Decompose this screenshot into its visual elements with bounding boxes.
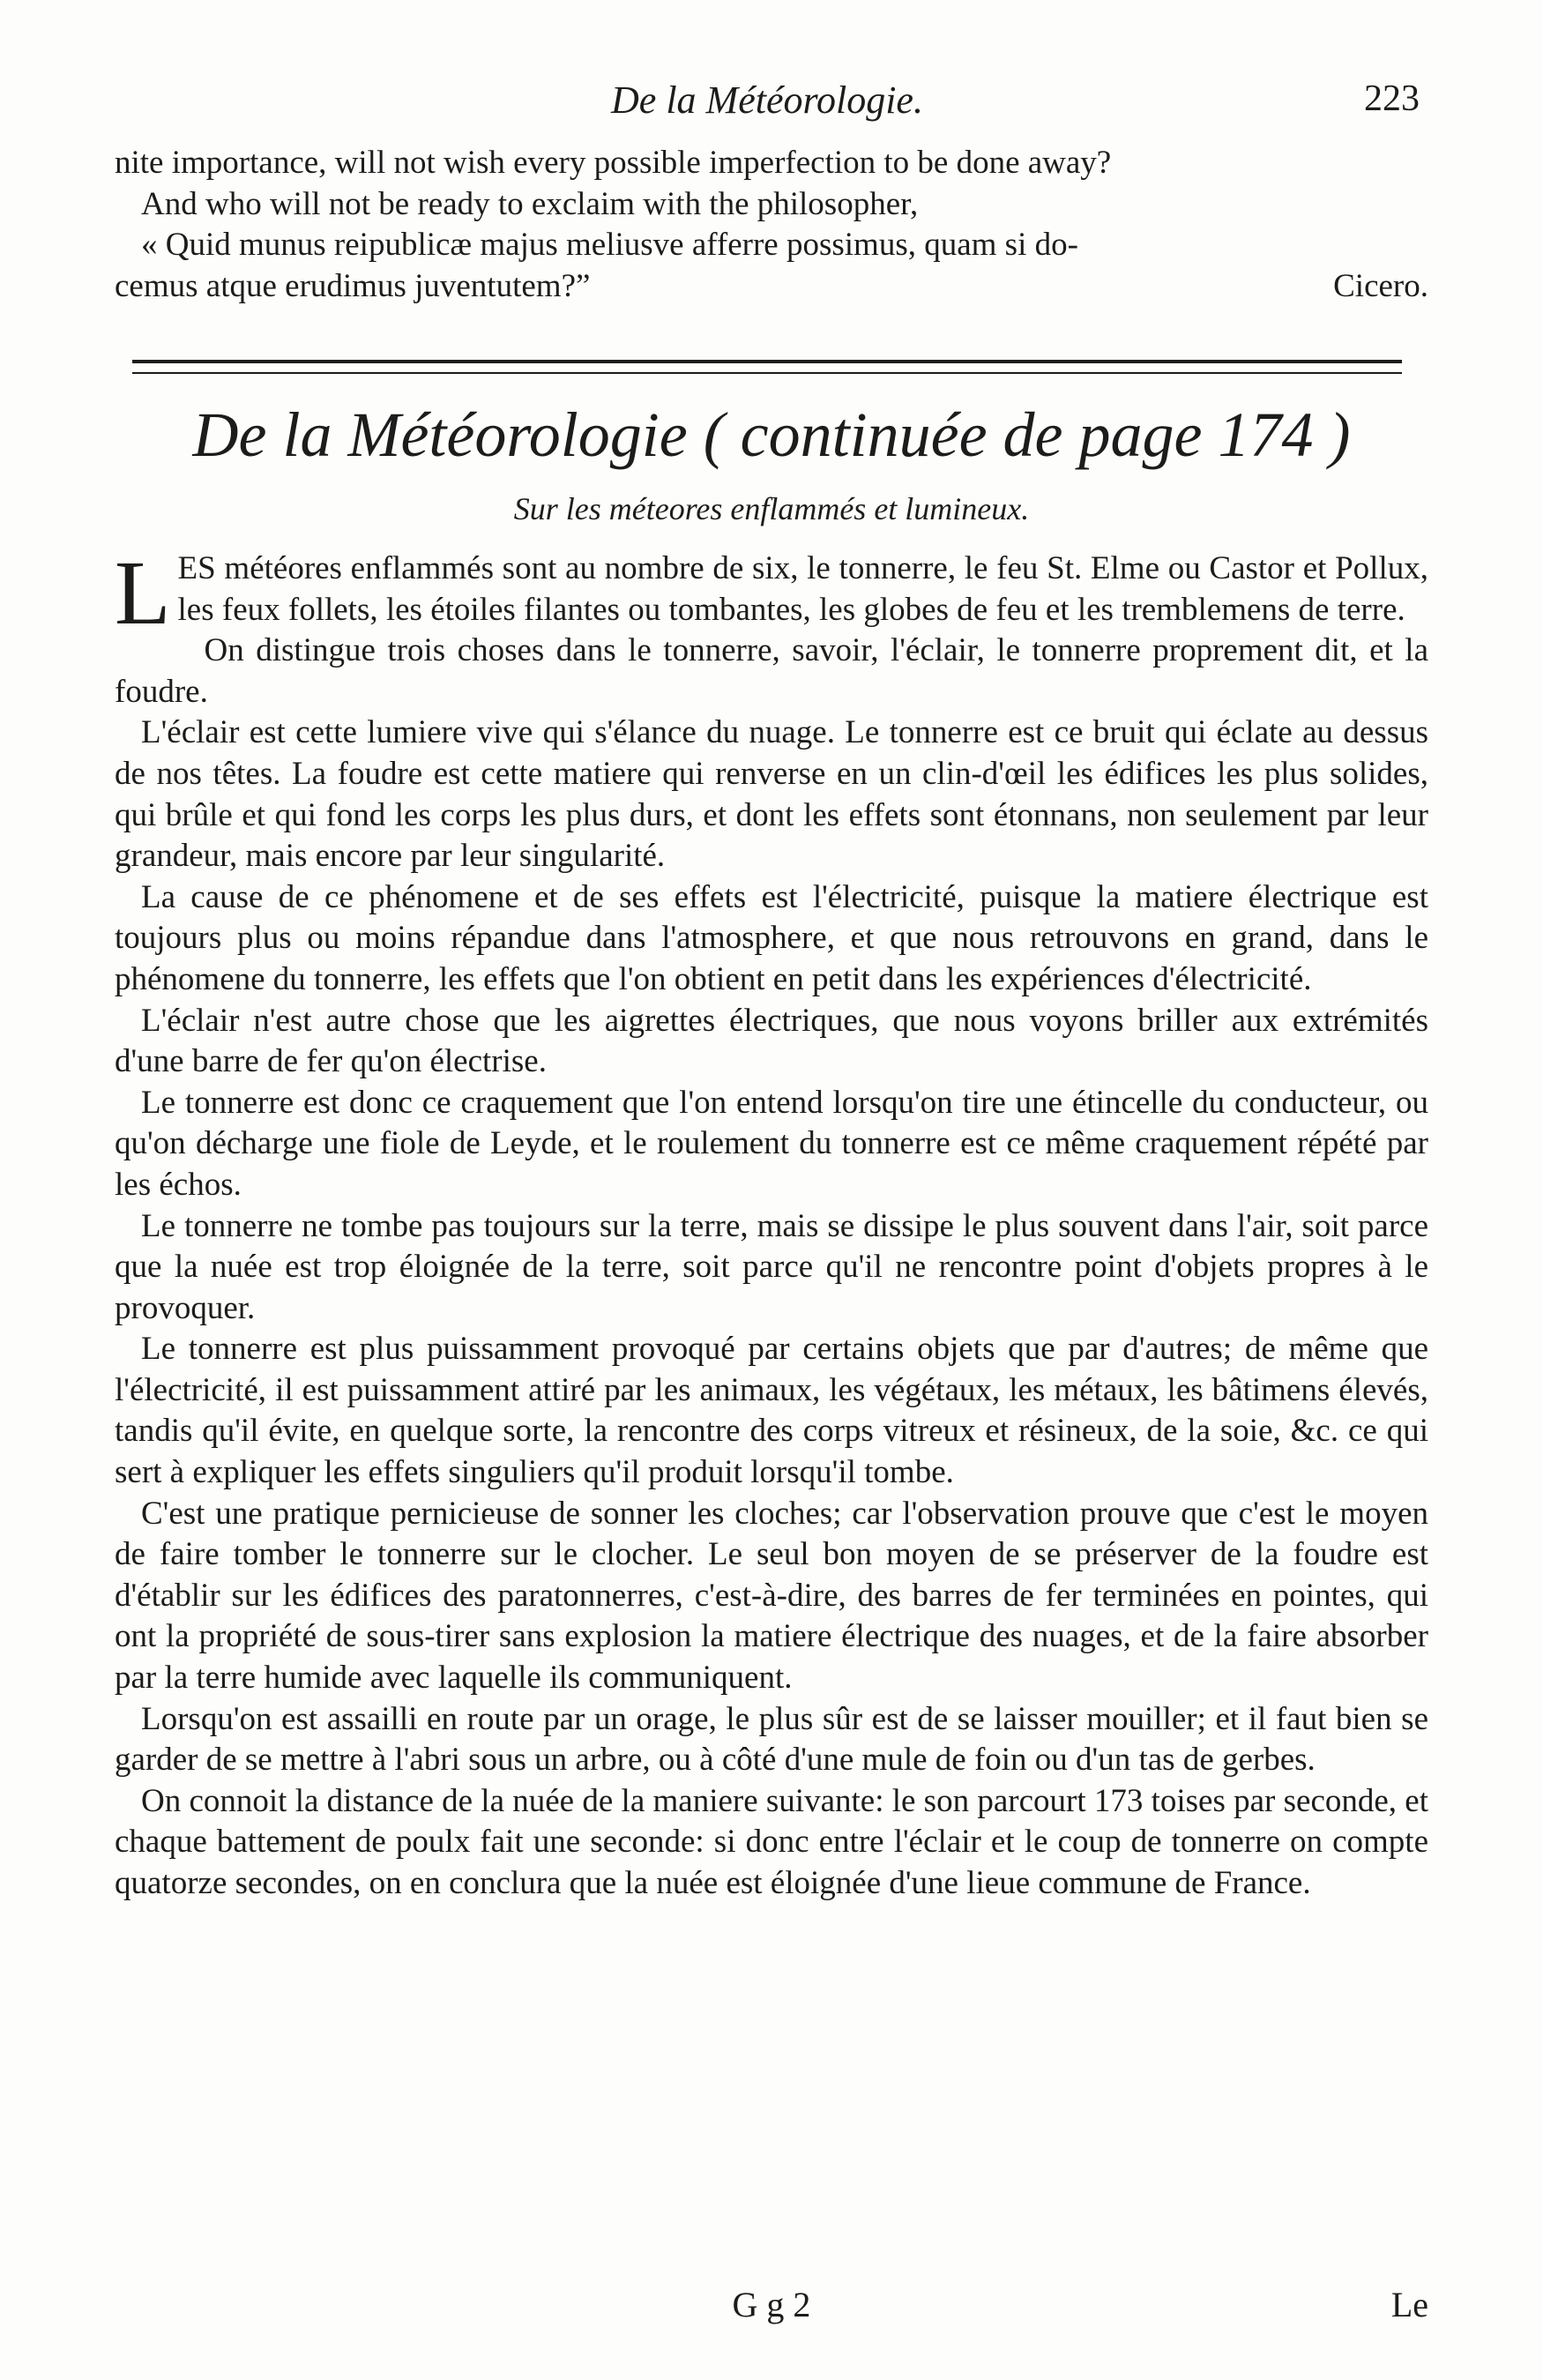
paragraph-9: C'est une pratique pernicieuse de sonner les cloches; car l'observation prouve que c'est le moyen de faire tomber le tonnerre sur le clocher. Le seul bon moyen de se préserver de la foudre est d'établir sur les édifices des paratonnerres, c'est-à-dire, des barres de fer terminées en pointes, qui ont la propriété de sous-tirer sans explosion la matiere électrique des nuages, et de la faire absorber par la terre humide avec laquelle ils communiquent. <box>115 1495 1428 1697</box>
article-subtitle: Sur les méteores enflammés et lumineux. <box>513 491 1030 526</box>
paragraph-8: Le tonnerre est plus puissamment provoqué par certains objets que par d'autres; de même que l'électricité, il est puissamment attiré par les animaux, les végétaux, les métaux, les bâtimens élevés, tandis qu'il évite, en quelque sorte, la rencontre des corps vitreux et résineux, de la soie, &c. ce qui sert à expliquer les effets singuliers qu'il produit lorsqu'il tombe. <box>115 1331 1428 1491</box>
paragraph-1-text: ES météores enflammés sont au nombre de six, le tonnerre, le feu St. Elme ou Castor et Pollux, les feux follets, les étoiles filantes ou tombantes, les globes de feu et les tremblemens de terre. <box>177 550 1428 628</box>
quote-source: Cicero. <box>1333 267 1428 304</box>
paragraph-5: L'éclair n'est autre chose que les aigrettes électriques, que nous voyons briller aux extrémités d'une barre de fer qu'on électrise. <box>115 1002 1428 1080</box>
previous-article-ending <box>115 143 1428 307</box>
running-title: De la Météorologie. <box>611 78 923 122</box>
paragraph-2: On distingue trois choses dans le tonnerre, savoir, l'éclair, le tonnerre proprement dit, et la foudre. <box>115 632 1428 710</box>
paragraph-11: On connoit la distance de la nuée de la maniere suivante: le son parcourt 173 toises par seconde, et chaque battement de poulx fait une seconde: si donc entre l'éclair et le coup de tonnerre on compte quatorze secondes, on en conclura que la nuée est éloignée d'une lieue commune de France. <box>115 1782 1428 1901</box>
prev-line-2: And who will not be ready to exclaim with the philosopher, <box>141 185 919 222</box>
article-title: De la Météorologie ( continuée de page 174 ) <box>192 399 1351 470</box>
paragraph-1 <box>115 542 1428 644</box>
article-body <box>115 542 1428 1905</box>
paragraph-3: L'éclair est cette lumiere vive qui s'élance du nuage. Le tonnerre est ce bruit qui éclate au dessus de nos têtes. La foudre est cette matiere qui renverse en un clin-d'œil les édifices les plus solides, qui brûle et qui fond les corps les plus durs, et dont les effets sont étonnans, non seulement par leur grandeur, mais encore par leur singularité. <box>115 714 1428 875</box>
running-head <box>115 78 1420 131</box>
catchword: Le <box>1390 2285 1428 2324</box>
quote-text: cemus atque erudimus juventutem?” <box>115 267 591 304</box>
paragraph-7: Le tonnerre ne tombe pas toujours sur la terre, mais se dissipe le plus souvent dans l'air, soit parce que la nuée est trop éloignée de la terre, soit parce qu'il ne rencontre point d'objets propres à le provoquer. <box>115 1207 1428 1326</box>
prev-line-1: nite importance, will not wish every possible imperfection to be done away? <box>115 145 1112 181</box>
paragraph-6: Le tonnerre est donc ce craquement que l'on entend lorsqu'on tire une étincelle du conducteur, ou qu'on décharge une fiole de Leyde, et le roulement du tonnerre est ce même craquement répété par les échos. <box>115 1084 1428 1203</box>
signature-mark: G g 2 <box>732 2285 811 2324</box>
section-divider <box>132 360 1402 374</box>
page-number: 223 <box>1364 78 1420 119</box>
paragraph-4: La cause de ce phénomene et de ses effets est l'électricité, puisque la matiere électrique est toujours plus ou moins répandue dans l'atmosphere, et que nous retrouvons en grand, dans le phénomene du tonnerre, les effets que l'on obtient en petit dans les expériences d'électricité. <box>115 878 1428 997</box>
prev-line-3: « Quid munus reipublicæ majus meliusve afferre possimus, quam si do- <box>141 227 1078 264</box>
page-footer <box>115 2284 1428 2328</box>
prev-line-4 <box>115 266 1428 308</box>
drop-cap: L <box>115 542 171 644</box>
paragraph-10: Lorsqu'on est assailli en route par un orage, le plus sûr est de se laisser mouiller; et il faut bien se garder de se mettre à l'abri sous un arbre, ou à côté d'une mule de foin ou d'un tas de gerbes. <box>115 1700 1428 1779</box>
